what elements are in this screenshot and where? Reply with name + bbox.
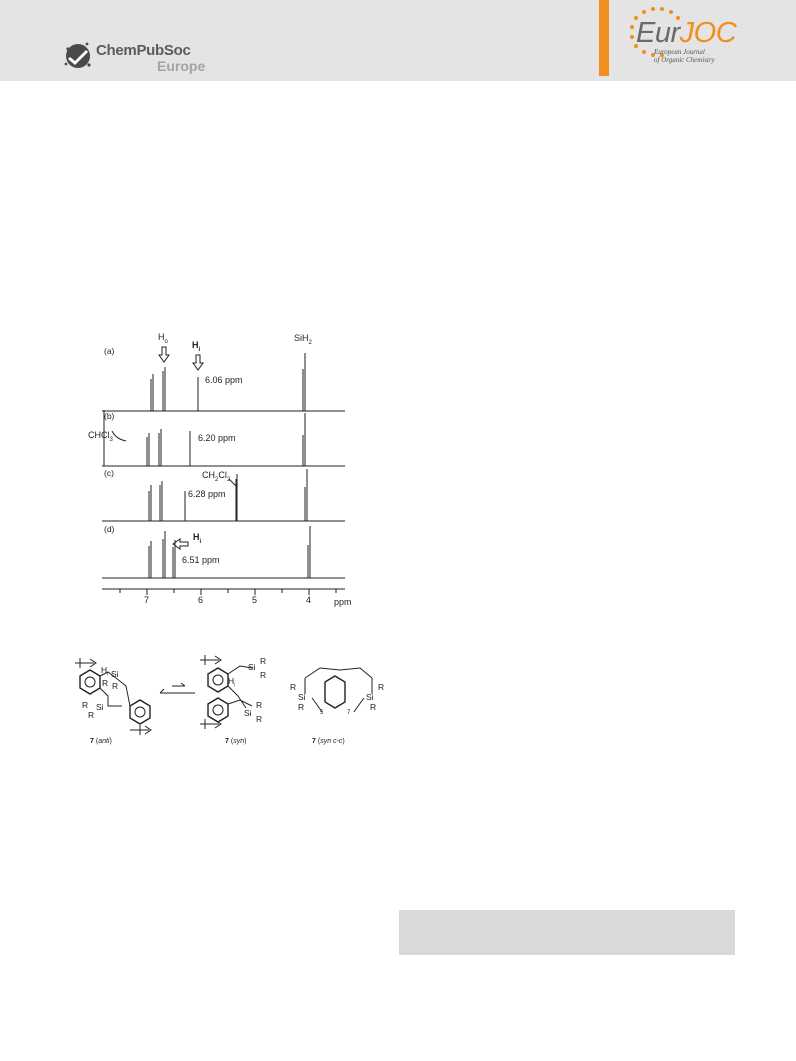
publisher-region: Europe (157, 58, 206, 74)
ring-num-7: 7 (347, 710, 351, 716)
atom-r-syn-2: R (260, 670, 267, 680)
axis-tick-7: 7 (144, 595, 150, 605)
atom-si-syn-1: Si (248, 662, 256, 672)
accent-bar (599, 0, 609, 76)
caption-7-anti: 7 (anti) (90, 738, 112, 745)
chempubsoc-logo (62, 38, 232, 78)
chempubsoc-emblem-icon (62, 40, 94, 72)
journal-short-title: EurJOC (636, 17, 737, 49)
atom-hi-syn: $H_i$ (228, 676, 236, 689)
axis-unit: ppm (334, 597, 352, 607)
gray-panel (399, 910, 735, 955)
conformer-structures (60, 648, 385, 748)
atom-hi-anti: $H_i$ (101, 665, 109, 678)
atom-r-2: R (112, 681, 119, 691)
atom-r-syn-1: R (260, 656, 267, 666)
shift-b: 6.20 ppm (198, 433, 236, 443)
atom-r-4: R (88, 710, 95, 720)
panel-label-d: (d) (104, 524, 115, 534)
panel-label-c: (c) (104, 468, 114, 478)
journal-header (0, 0, 796, 81)
journal-full-title-line2: of Organic Chemistry (654, 56, 715, 64)
atom-si-1: Si (111, 669, 119, 679)
label-h-inner-d: $H_i$ (193, 532, 202, 545)
solvent-chcl3: CHCl$_3$ (88, 430, 113, 443)
atom-r-syn-3: R (256, 700, 263, 710)
solvent-ch2cl2: $CH_2Cl_2$ (202, 470, 231, 483)
atom-r-sc-1: R (290, 682, 297, 692)
shift-c: 6.28 ppm (188, 489, 226, 499)
atom-r-sc-2: R (298, 702, 305, 712)
atom-r-1: R (102, 678, 109, 688)
shift-d: 6.51 ppm (182, 555, 220, 565)
shift-a: 6.06 ppm (205, 375, 243, 385)
eurjoc-logo (614, 0, 764, 76)
label-sih2: SiH$_2$ (294, 333, 312, 346)
caption-7-sync: 7 (syn c-c) (312, 738, 345, 745)
conformer-drawing (60, 648, 380, 748)
label-h-outer: $H_o$ (158, 332, 168, 345)
nmr-spectra-figure (88, 327, 360, 627)
panel-label-a: (a) (104, 346, 115, 356)
atom-r-sc-4: R (370, 702, 377, 712)
caption-7-syn: 7 (syn) (225, 738, 247, 745)
atom-si-syn-2: Si (244, 708, 252, 718)
journal-full-title-line1: European Journal (654, 48, 705, 56)
publisher-name: ChemPubSoc (96, 42, 191, 59)
atom-r-3: R (82, 700, 89, 710)
label-h-inner: $H_i$ (192, 340, 201, 353)
axis-tick-6: 6 (198, 595, 204, 605)
atom-si-2: Si (96, 702, 104, 712)
atom-r-sc-3: R (378, 682, 385, 692)
ring-num-5: 5 (320, 710, 324, 716)
atom-si-sc-2: Si (366, 692, 374, 702)
axis-tick-5: 5 (252, 595, 258, 605)
atom-r-syn-4: R (256, 714, 263, 724)
axis-tick-4: 4 (306, 595, 312, 605)
panel-label-b: (b) (104, 411, 115, 421)
atom-si-sc-1: Si (298, 692, 306, 702)
